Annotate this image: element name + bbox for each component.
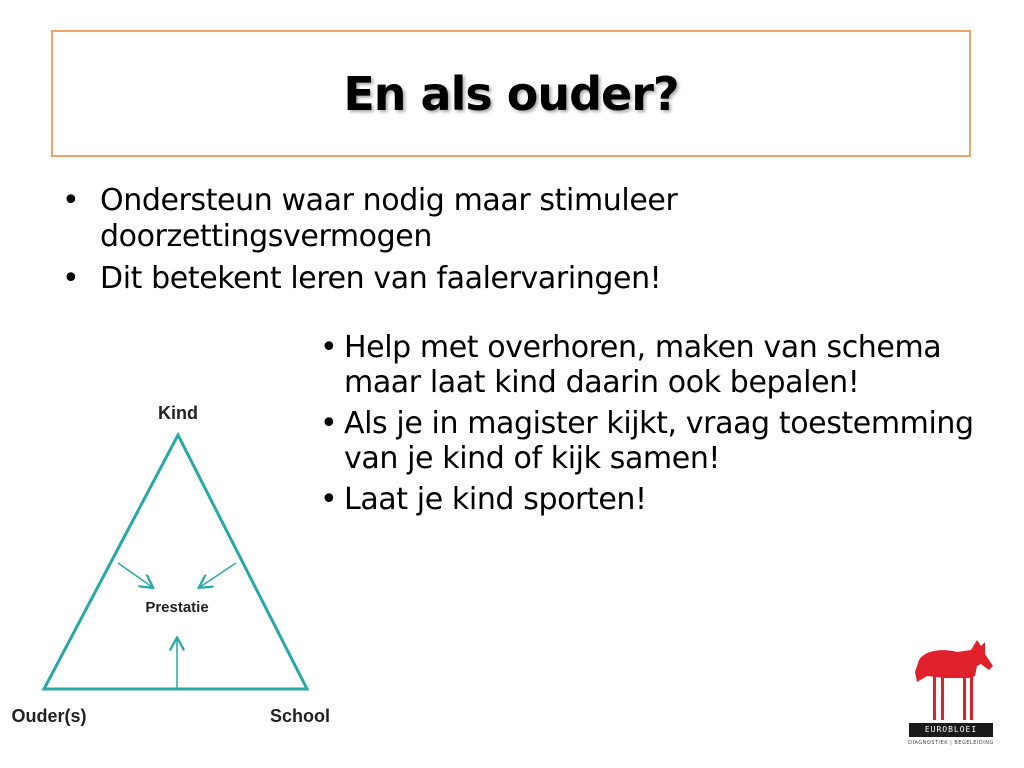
slide-title: En als ouder? xyxy=(343,66,679,121)
logo-brand: EUROBLOEI xyxy=(909,723,993,737)
sub-bullet-item: • Help met overhoren, maken van schema maar laat kind daarin ook bepalen! xyxy=(304,330,984,400)
sub-bullet-item: • Laat je kind sporten! xyxy=(304,482,984,517)
horse-icon xyxy=(905,632,997,724)
sub-bullet-list xyxy=(304,330,984,523)
triangle-shape xyxy=(44,435,307,689)
title-box xyxy=(51,30,971,157)
main-bullet-list xyxy=(58,183,958,303)
label-school: School xyxy=(269,706,331,726)
label-prestatie: Prestatie xyxy=(145,599,209,616)
label-kind: Kind xyxy=(158,403,198,423)
bullet-item: • Dit betekent leren van faalervaringen! xyxy=(58,261,958,297)
logo-tagline: DIAGNOSTIEK | BEGELEIDING xyxy=(908,740,994,746)
bullet-item: • Ondersteun waar nodig maar stimuleer doorzettingsvermogen xyxy=(58,183,958,255)
triangle-diagram xyxy=(0,395,345,735)
sub-bullet-item: • Als je in magister kijkt, vraag toestemming van je kind of kijk samen! xyxy=(304,406,984,476)
label-ouders: Ouder(s) xyxy=(11,706,87,726)
arrow-left xyxy=(118,563,152,587)
arrow-right xyxy=(200,563,236,587)
